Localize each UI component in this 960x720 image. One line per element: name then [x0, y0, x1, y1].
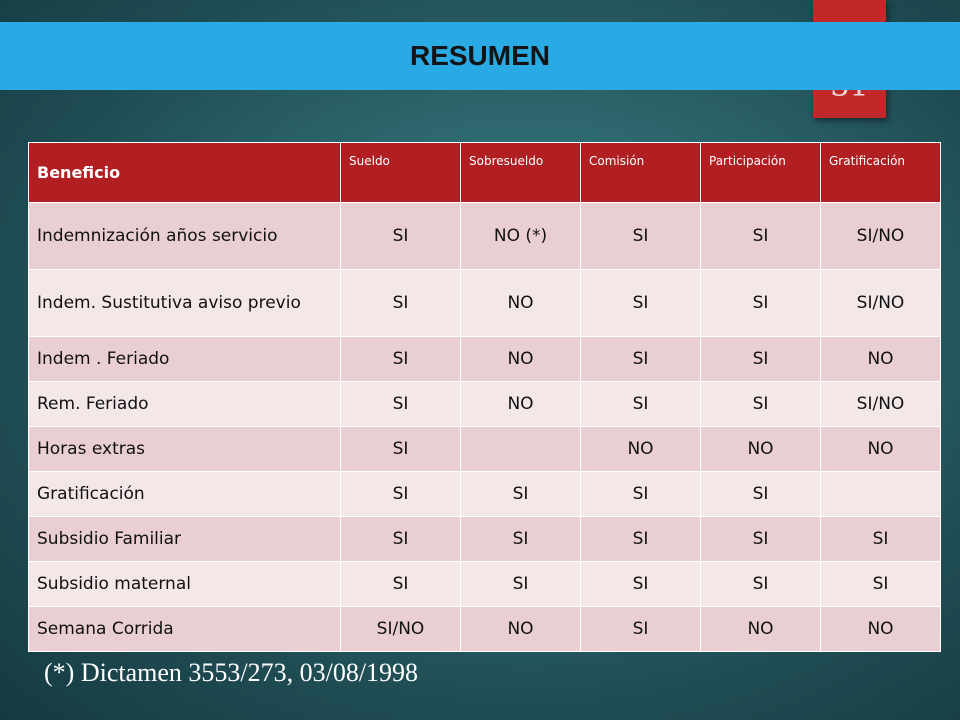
table-cell: NO	[461, 607, 581, 652]
table-cell: NO	[701, 607, 821, 652]
table-row	[29, 517, 941, 562]
table-cell: NO	[821, 427, 941, 472]
table-cell: NO (*)	[461, 203, 581, 270]
table-cell: NO	[461, 337, 581, 382]
slide-title: RESUMEN	[409, 40, 550, 71]
table-cell: Semana Corrida	[29, 607, 341, 652]
table-cell: SI	[821, 562, 941, 607]
footnote: (*) Dictamen 3553/273, 03/08/1998	[44, 658, 419, 687]
table-cell: SI	[461, 472, 581, 517]
table-cell: SI	[701, 562, 821, 607]
table-cell: Indemnización años servicio	[29, 203, 341, 270]
table-cell: SI	[461, 562, 581, 607]
table-cell	[821, 472, 941, 517]
table-cell: SI	[701, 270, 821, 337]
header-cell-participacion: Participación	[701, 143, 821, 203]
header-cell-gratificacion: Gratificación	[821, 143, 941, 203]
table-row	[29, 562, 941, 607]
table-row	[29, 472, 941, 517]
header-cell-beneficio: Beneficio	[29, 143, 341, 203]
table-cell: SI	[701, 382, 821, 427]
table-cell: SI	[341, 517, 461, 562]
table-cell: Indem. Sustitutiva aviso previo	[29, 270, 341, 337]
table-cell: SI	[581, 382, 701, 427]
table-row	[29, 382, 941, 427]
table-cell: SI	[701, 337, 821, 382]
table-row	[29, 607, 941, 652]
table-cell: NO	[461, 270, 581, 337]
table-cell: SI	[581, 562, 701, 607]
table-cell: Indem . Feriado	[29, 337, 341, 382]
table-cell: SI	[581, 472, 701, 517]
table-cell: SI	[341, 562, 461, 607]
table-cell: SI	[461, 517, 581, 562]
table-row	[29, 203, 941, 270]
table-row	[29, 337, 941, 382]
table-cell	[461, 427, 581, 472]
header-cell-comision: Comisión	[581, 143, 701, 203]
table-cell: SI	[341, 203, 461, 270]
table-cell: SI	[581, 270, 701, 337]
table-cell: Subsidio Familiar	[29, 517, 341, 562]
table-cell: SI	[701, 203, 821, 270]
benefits-table	[28, 142, 941, 652]
table-cell: SI	[581, 517, 701, 562]
table-cell: NO	[821, 607, 941, 652]
table-cell: Gratificación	[29, 472, 341, 517]
table-header-row	[29, 143, 941, 203]
table-cell: NO	[461, 382, 581, 427]
table-cell: NO	[581, 427, 701, 472]
table-cell: SI	[581, 337, 701, 382]
table-cell: SI	[341, 270, 461, 337]
table-cell: Subsidio maternal	[29, 562, 341, 607]
table-cell: SI	[581, 203, 701, 270]
table-cell: NO	[821, 337, 941, 382]
header-cell-sobresueldo: Sobresueldo	[461, 143, 581, 203]
table-row	[29, 270, 941, 337]
table-cell: SI	[581, 607, 701, 652]
table-cell: SI/NO	[821, 203, 941, 270]
table-cell: Rem. Feriado	[29, 382, 341, 427]
table-cell: SI	[341, 472, 461, 517]
header-cell-sueldo: Sueldo	[341, 143, 461, 203]
table-cell: SI	[821, 517, 941, 562]
table-cell: SI	[341, 427, 461, 472]
table-cell: SI/NO	[821, 382, 941, 427]
table-cell: SI	[701, 517, 821, 562]
table-cell: NO	[701, 427, 821, 472]
table-cell: SI	[341, 382, 461, 427]
table-cell: SI	[341, 337, 461, 382]
table-cell: Horas extras	[29, 427, 341, 472]
table-cell: SI/NO	[341, 607, 461, 652]
table-cell: SI	[701, 472, 821, 517]
table-cell: SI/NO	[821, 270, 941, 337]
table-row	[29, 427, 941, 472]
